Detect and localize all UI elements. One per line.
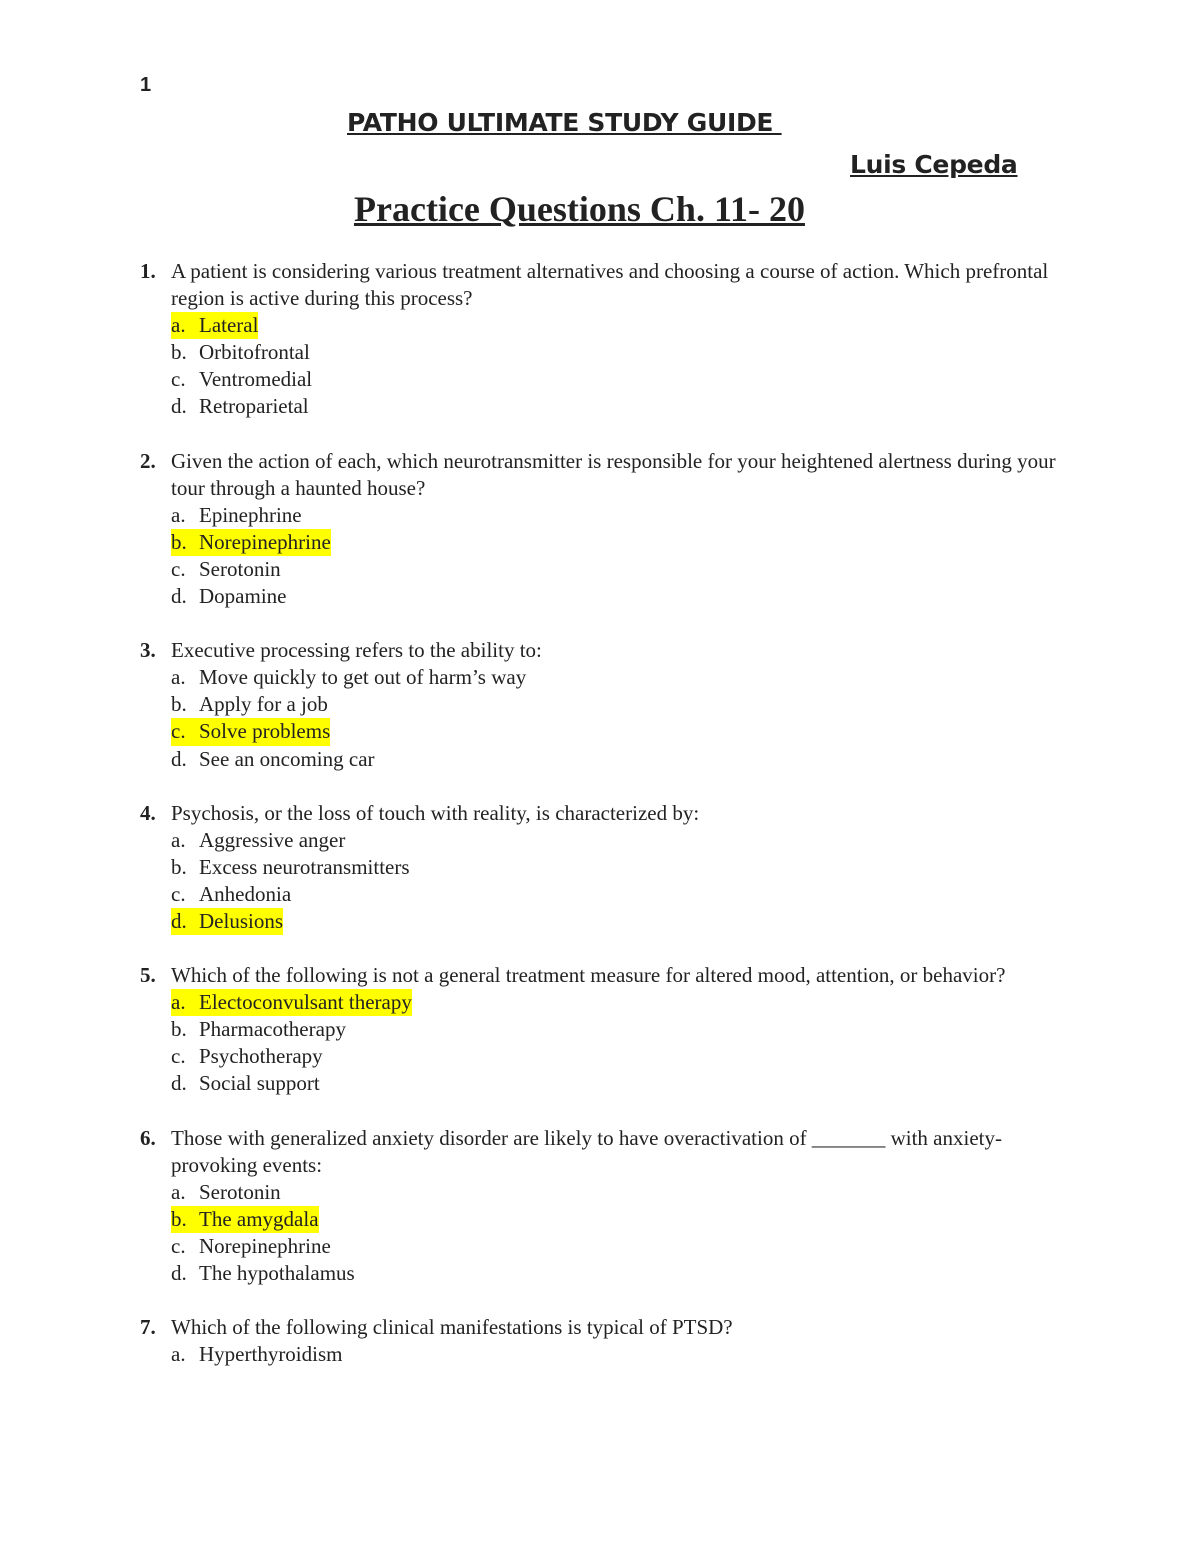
question-number: 6. bbox=[140, 1125, 156, 1150]
answer-option bbox=[171, 1341, 1070, 1368]
answer-option bbox=[171, 1043, 1070, 1070]
section-title: Practice Questions Ch. 11- 20 bbox=[354, 189, 805, 229]
option-text: Psychotherapy bbox=[199, 1044, 323, 1069]
option-text: Epinephrine bbox=[199, 502, 302, 527]
option-letter: b. bbox=[171, 1206, 199, 1233]
question-stem bbox=[140, 800, 1070, 827]
question-text: Executive processing refers to the ability to: bbox=[171, 638, 542, 663]
option-text: Serotonin bbox=[199, 1179, 281, 1204]
option-text: Excess neurotransmitters bbox=[199, 854, 410, 879]
answer-option bbox=[171, 881, 1070, 908]
option-text: Electoconvulsant therapy bbox=[199, 990, 412, 1015]
option-text: Hyperthyroidism bbox=[199, 1342, 343, 1367]
question-item bbox=[140, 637, 1070, 772]
option-letter: a. bbox=[171, 1342, 186, 1367]
question-number: 1. bbox=[140, 259, 156, 283]
answer-option bbox=[171, 827, 1070, 854]
option-text: The amygdala bbox=[199, 1206, 319, 1231]
question-number: 5. bbox=[140, 963, 156, 988]
question-stem bbox=[140, 637, 1070, 664]
option-text: Retroparietal bbox=[199, 394, 309, 419]
option-letter: d. bbox=[171, 584, 187, 609]
question-text: Which of the following is not a general treatment measure for altered mood, attention, or behavior? bbox=[171, 963, 1006, 988]
answer-options bbox=[140, 1341, 1070, 1368]
answer-option bbox=[171, 691, 1070, 718]
page-number: 1 bbox=[140, 74, 152, 96]
option-letter: b. bbox=[171, 529, 199, 556]
question-item bbox=[140, 962, 1070, 1097]
option-text: Move quickly to get out of harm’s way bbox=[199, 665, 527, 690]
option-letter: d. bbox=[171, 1261, 187, 1285]
question-item bbox=[140, 448, 1070, 611]
option-text: Social support bbox=[199, 1071, 320, 1096]
option-letter: c. bbox=[171, 881, 186, 906]
option-letter: a. bbox=[171, 989, 199, 1016]
answer-option-highlighted bbox=[171, 718, 330, 745]
option-letter: c. bbox=[171, 1044, 186, 1069]
answer-options bbox=[140, 502, 1070, 610]
answer-options bbox=[140, 989, 1070, 1097]
option-letter: a. bbox=[171, 665, 186, 690]
option-text: Lateral bbox=[199, 313, 259, 338]
option-text: Dopamine bbox=[199, 584, 287, 609]
question-number: 3. bbox=[140, 638, 156, 663]
question-list bbox=[140, 258, 1070, 1395]
answer-option bbox=[171, 1179, 1070, 1206]
option-letter: c. bbox=[171, 718, 199, 745]
answer-options bbox=[140, 312, 1070, 420]
answer-options bbox=[140, 1179, 1070, 1287]
question-text: A patient is considering various treatment alternatives and choosing a course of action. Which prefrontal region is active during this process? bbox=[171, 259, 1049, 311]
answer-options bbox=[140, 827, 1070, 935]
answer-option bbox=[171, 854, 1070, 881]
option-letter: b. bbox=[171, 692, 187, 717]
option-text: Serotonin bbox=[199, 556, 281, 581]
option-text: Aggressive anger bbox=[199, 827, 346, 852]
option-letter: d. bbox=[171, 394, 187, 419]
option-letter: a. bbox=[171, 827, 186, 852]
answer-option bbox=[171, 366, 1070, 393]
option-text: The hypothalamus bbox=[199, 1261, 355, 1285]
option-letter: d. bbox=[171, 746, 187, 771]
option-text: Norepinephrine bbox=[199, 1233, 331, 1258]
option-letter: a. bbox=[171, 312, 199, 339]
author-name: Luis Cepeda bbox=[850, 150, 1018, 179]
answer-option bbox=[171, 1016, 1070, 1043]
option-letter: a. bbox=[171, 502, 186, 527]
option-letter: b. bbox=[171, 340, 187, 365]
question-stem bbox=[140, 1314, 1070, 1341]
option-text: Orbitofrontal bbox=[199, 340, 310, 365]
question-stem bbox=[140, 448, 1070, 502]
answer-option bbox=[171, 1070, 1070, 1097]
option-text: Apply for a job bbox=[199, 692, 328, 717]
answer-options bbox=[140, 664, 1070, 772]
answer-option bbox=[171, 1233, 1070, 1260]
option-letter: c. bbox=[171, 367, 186, 392]
option-letter: c. bbox=[171, 1233, 186, 1258]
answer-option-highlighted bbox=[171, 529, 331, 556]
question-text: Those with generalized anxiety disorder are likely to have overactivation of _______ with anxiety-provoking events: bbox=[171, 1125, 1002, 1177]
answer-option-highlighted bbox=[171, 989, 412, 1016]
option-letter: c. bbox=[171, 556, 186, 581]
option-letter: b. bbox=[171, 854, 187, 879]
option-letter: a. bbox=[171, 1179, 186, 1204]
question-item bbox=[140, 800, 1070, 935]
answer-option bbox=[171, 664, 1070, 691]
answer-option bbox=[171, 502, 1070, 529]
document-title: PATHO ULTIMATE STUDY GUIDE bbox=[347, 108, 782, 137]
option-text: Norepinephrine bbox=[199, 529, 331, 554]
question-stem bbox=[140, 258, 1070, 312]
question-item bbox=[140, 258, 1070, 421]
question-number: 4. bbox=[140, 800, 156, 825]
question-number: 7. bbox=[140, 1315, 156, 1340]
answer-option-highlighted bbox=[171, 312, 258, 339]
question-item bbox=[140, 1125, 1070, 1288]
answer-option bbox=[171, 393, 1070, 420]
option-letter: b. bbox=[171, 1017, 187, 1042]
question-text: Which of the following clinical manifestations is typical of PTSD? bbox=[171, 1315, 733, 1340]
option-letter: d. bbox=[171, 908, 199, 935]
option-text: Ventromedial bbox=[199, 367, 313, 392]
answer-option bbox=[171, 583, 1070, 610]
question-text: Psychosis, or the loss of touch with reality, is characterized by: bbox=[171, 800, 700, 825]
answer-option bbox=[171, 556, 1070, 583]
answer-option bbox=[171, 339, 1070, 366]
question-stem bbox=[140, 962, 1070, 989]
answer-option-highlighted bbox=[171, 1206, 319, 1233]
question-number: 2. bbox=[140, 448, 156, 473]
answer-option-highlighted bbox=[171, 908, 283, 935]
option-letter: d. bbox=[171, 1071, 187, 1096]
option-text: Solve problems bbox=[199, 719, 331, 744]
answer-option bbox=[171, 746, 1070, 773]
question-text: Given the action of each, which neurotransmitter is responsible for your heightened alertness during your tour through a haunted house? bbox=[171, 448, 1056, 500]
question-stem bbox=[140, 1125, 1070, 1179]
option-text: Anhedonia bbox=[199, 881, 292, 906]
answer-option bbox=[171, 1260, 1070, 1287]
option-text: See an oncoming car bbox=[199, 746, 375, 771]
option-text: Delusions bbox=[199, 908, 283, 933]
option-text: Pharmacotherapy bbox=[199, 1017, 346, 1042]
question-item bbox=[140, 1314, 1070, 1368]
